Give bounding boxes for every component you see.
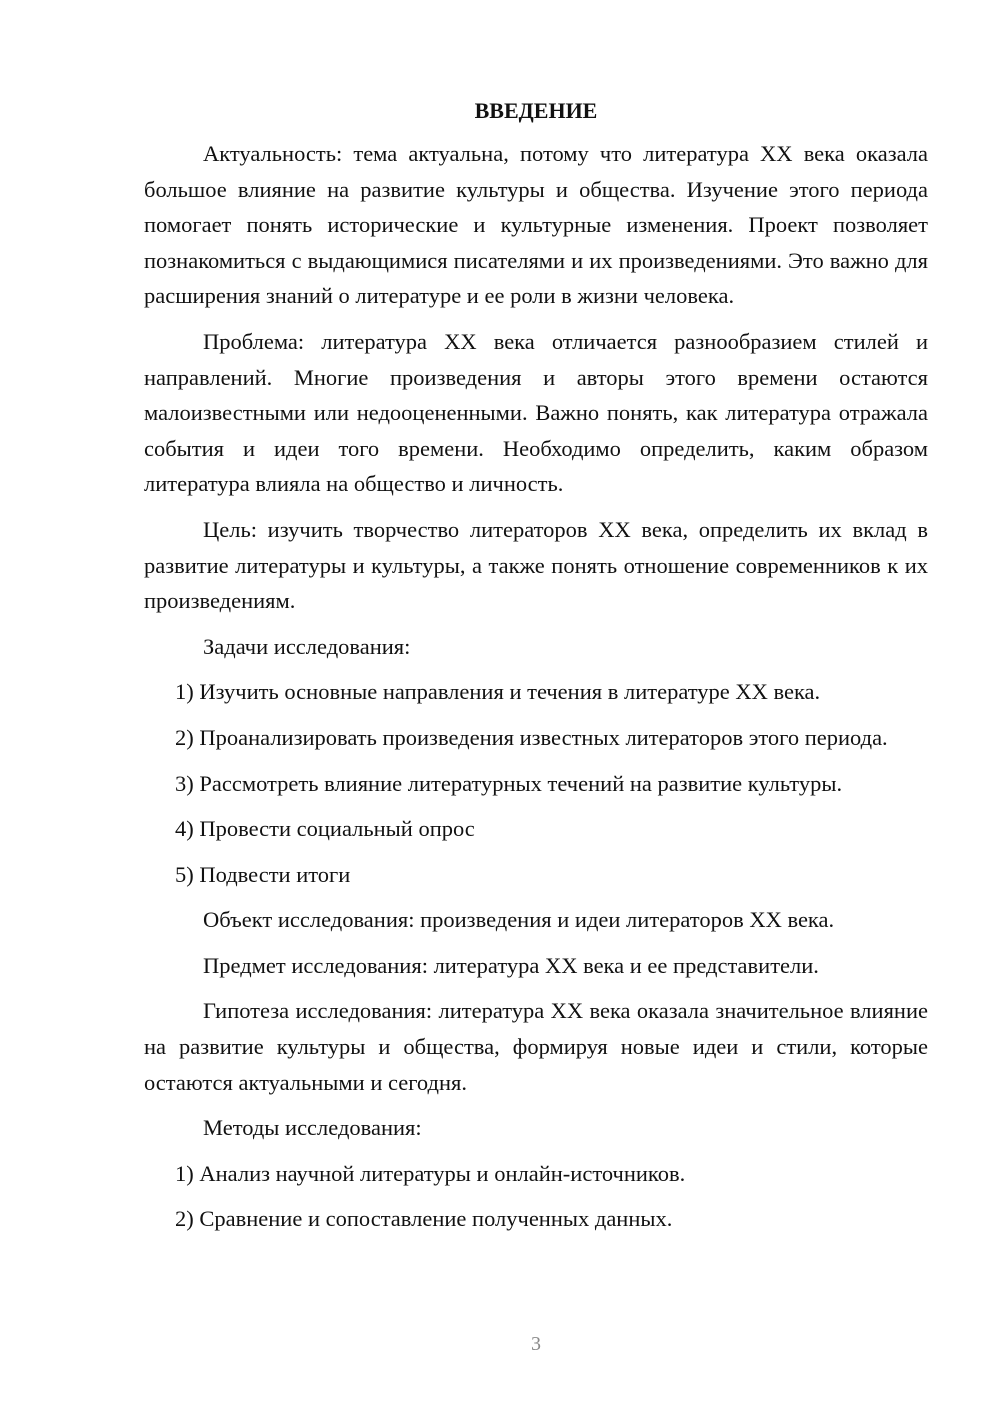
- object-paragraph: Объект исследования: произведения и идеи литераторов XX века.: [203, 907, 835, 933]
- problem-paragraph: Проблема: литература XX века отличается разнообразием стилей и направлений. Многие произведения и авторы этого времени остаются малоизвестными или недооцененными. Важно понять, как литература отражала события и идеи того времени. Необходимо определить, каким образом литература влияла на общество и личность.: [144, 328, 928, 497]
- method-item: 1) Анализ научной литературы и онлайн-источников.: [175, 1160, 686, 1186]
- goal-paragraph: Цель: изучить творчество литераторов XX века, определить их вклад в развитие литературы и культуры, а также понять отношение современников к их произведениям.: [144, 516, 928, 614]
- task-item: 4) Провести социальный опрос: [175, 816, 475, 842]
- methods-heading: Методы исследования:: [203, 1115, 422, 1141]
- document-page: [144, 92, 928, 1247]
- subject-paragraph: Предмет исследования: литература XX века и ее представители.: [203, 952, 819, 978]
- page-title: ВВЕДЕНИЕ: [474, 98, 598, 123]
- task-item: 3) Рассмотреть влияние литературных течений на развитие культуры.: [175, 770, 843, 796]
- tasks-heading: Задачи исследования:: [203, 633, 411, 659]
- hypothesis-paragraph: Гипотеза исследования: литература XX века оказала значительное влияние на развитие культуры и общества, формируя новые идеи и стили, которые остаются актуальными и сегодня.: [144, 998, 928, 1095]
- task-item: 1) Изучить основные направления и течения в литературе XX века.: [175, 679, 821, 705]
- task-item: 5) Подвести итоги: [175, 861, 351, 887]
- task-item: 2) Проанализировать произведения известных литераторов этого периода.: [175, 724, 888, 750]
- page-number: 3: [531, 1333, 541, 1355]
- relevance-paragraph: Актуальность: тема актуальна, потому что литература XX века оказала большое влияние на развитие культуры и общества. Изучение этого периода помогает понять исторические и культурные изменения. Проект позволяет познакомиться с выдающимися писателями и их произведениями. Это важно для расширения знаний о литературе и ее роли в жизни человека.: [144, 141, 928, 309]
- method-item: 2) Сравнение и сопоставление полученных данных.: [175, 1206, 673, 1232]
